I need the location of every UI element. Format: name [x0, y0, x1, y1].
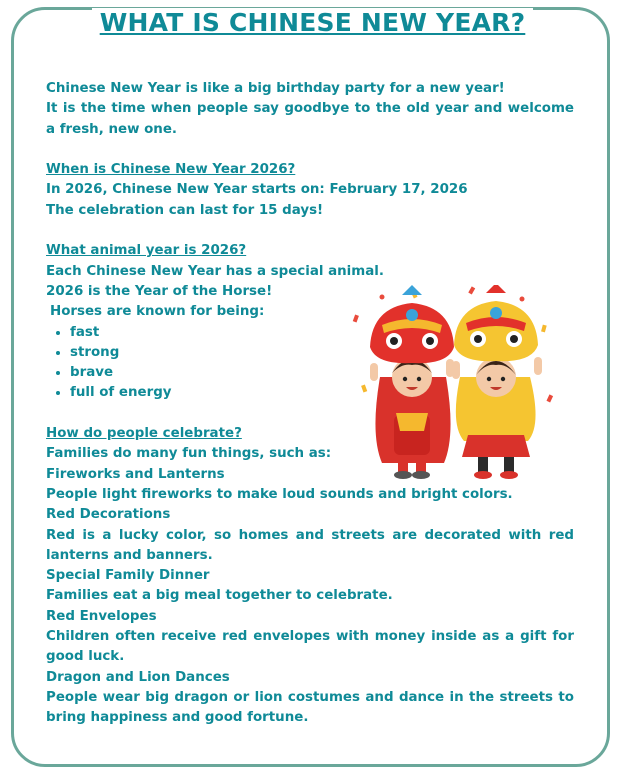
celebrate-item-title: Red Decorations	[46, 507, 171, 523]
animal-line-3: Horses are known for being:	[50, 304, 265, 320]
trait-item: • brave	[70, 363, 574, 383]
celebrate-item-title: Special Family Dinner	[46, 568, 210, 584]
celebrate-line-1: Families do many fun things, such as:	[46, 446, 332, 462]
left-kid	[370, 285, 454, 479]
intro-line-2: It is the time when people say goodbye to the old year and welcome a fresh, new one.	[46, 101, 574, 137]
trait-item: • full of energy	[70, 383, 574, 403]
right-kid	[452, 285, 542, 479]
intro-line-1: Chinese New Year is like a big birthday party for a new year!	[46, 81, 505, 96]
when-line-2: The celebration can last for 15 days!	[46, 202, 324, 218]
animal-heading: What animal year is 2026?	[46, 243, 247, 259]
celebrate-item-text: Families eat a big meal together to celebrate.	[46, 588, 393, 604]
celebrate-item-title: Fireworks and Lanterns	[46, 466, 225, 482]
celebrate-heading: How do people celebrate?	[46, 426, 242, 442]
celebrate-item-title: Red Envelopes	[46, 608, 157, 624]
trait-item: • strong	[70, 343, 574, 363]
celebrate-item-text: People light fireworks to make loud sounds and bright colors.	[46, 486, 513, 502]
when-heading: When is Chinese New Year 2026?	[46, 162, 296, 178]
celebrate-item-text: Red is a lucky color, so homes and streets are decorated with red lanterns and banners.	[46, 527, 574, 563]
lion-dance-kids-illustration	[352, 285, 556, 485]
celebrate-item-title: Dragon and Lion Dances	[46, 669, 230, 685]
when-line-1: In 2026, Chinese New Year starts on: February 17, 2026	[46, 182, 468, 198]
animal-line-1: Each Chinese New Year has a special animal.	[46, 263, 384, 279]
celebrate-item-text: Children often receive red envelopes with money inside as a gift for good luck.	[46, 629, 574, 665]
animal-line-2: 2026 is the Year of the Horse!	[46, 283, 273, 299]
page-title: WHAT IS CHINESE NEW YEAR?	[0, 8, 625, 37]
trait-item: • fast	[70, 323, 574, 343]
celebrate-item-text: People wear big dragon or lion costumes and dance in the streets to bring happiness and good fortune.	[46, 689, 574, 726]
